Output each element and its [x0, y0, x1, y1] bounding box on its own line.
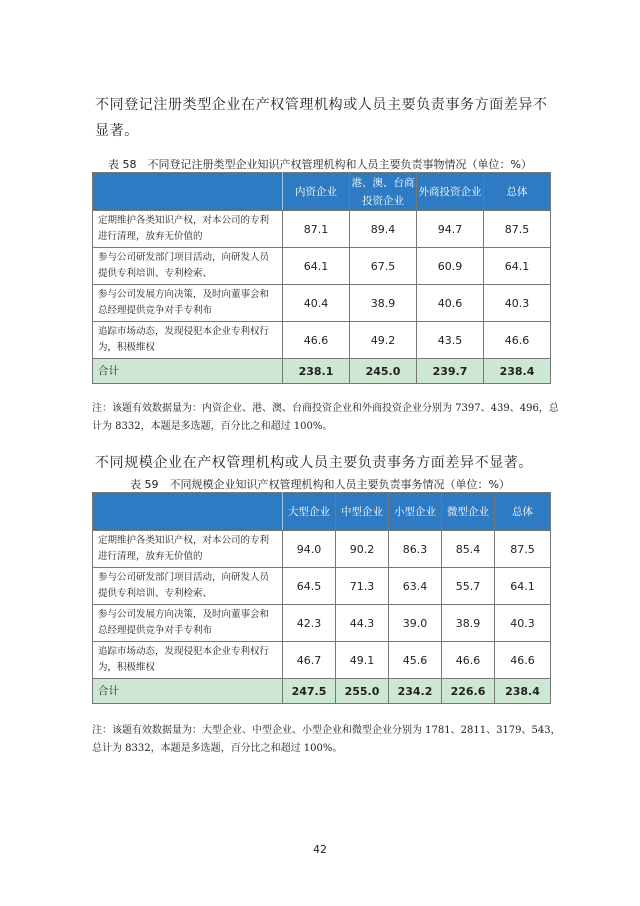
cell-value: 87.1 [283, 211, 350, 248]
col-header: 港、澳、台商投资企业 [350, 173, 417, 211]
header-blank [93, 173, 283, 211]
cell-value: 40.3 [484, 285, 551, 322]
cell-value: 38.9 [442, 605, 495, 642]
row-label: 参与公司研发部门项目活动，向研发人员提供专利培训、专利检索、 [93, 248, 283, 285]
table-58-caption: 表 58 不同登记注册类型企业知识产权管理机构和人员主要负责事物情况（单位：%） [108, 158, 532, 171]
cell-value: 49.1 [336, 642, 389, 679]
cell-value: 64.5 [283, 568, 336, 605]
cell-value: 46.6 [283, 322, 350, 359]
cell-value: 42.3 [283, 605, 336, 642]
cell-value: 64.1 [495, 568, 551, 605]
cell-value: 64.1 [484, 248, 551, 285]
table-58 [92, 172, 551, 384]
total-value: 247.5 [283, 679, 336, 704]
col-header: 外商投资企业 [417, 173, 484, 211]
cell-value: 71.3 [336, 568, 389, 605]
cell-value: 46.6 [495, 642, 551, 679]
cell-value: 46.6 [442, 642, 495, 679]
cell-value: 64.1 [283, 248, 350, 285]
cell-value: 44.3 [336, 605, 389, 642]
total-value: 238.4 [484, 359, 551, 384]
row-label: 定期维护各类知识产权，对本公司的专利进行清理，放弃无价值的 [93, 531, 283, 568]
table-row [93, 568, 551, 605]
col-header: 小型企业 [389, 493, 442, 531]
cell-value: 38.9 [350, 285, 417, 322]
cell-value: 40.6 [417, 285, 484, 322]
table-row [93, 211, 551, 248]
row-label: 参与公司研发部门项目活动，向研发人员提供专利培训、专利检索、 [93, 568, 283, 605]
cell-value: 86.3 [389, 531, 442, 568]
cell-value: 90.2 [336, 531, 389, 568]
row-label: 参与公司发展方向决策，及时向董事会和总经理提供竞争对手专利布 [93, 285, 283, 322]
cell-value: 94.0 [283, 531, 336, 568]
cell-value: 45.6 [389, 642, 442, 679]
table-row [93, 285, 551, 322]
col-header: 中型企业 [336, 493, 389, 531]
row-label: 追踪市场动态，发现侵犯本企业专利权行为，积极维权 [93, 322, 283, 359]
header-blank [93, 493, 283, 531]
cell-value: 87.5 [495, 531, 551, 568]
total-value: 234.2 [389, 679, 442, 704]
total-value: 226.6 [442, 679, 495, 704]
total-label: 合计 [93, 359, 283, 384]
table-row [93, 322, 551, 359]
cell-value: 63.4 [389, 568, 442, 605]
col-header: 微型企业 [442, 493, 495, 531]
cell-value: 87.5 [484, 211, 551, 248]
paragraph-2: 不同规模企业在产权管理机构或人员主要负责事务方面差异不显著。 [95, 455, 533, 471]
cell-value: 39.0 [389, 605, 442, 642]
row-label: 定期维护各类知识产权，对本公司的专利进行清理，放弃无价值的 [93, 211, 283, 248]
col-header: 大型企业 [283, 493, 336, 531]
total-row [93, 359, 551, 384]
col-header: 总体 [495, 493, 551, 531]
total-value: 245.0 [350, 359, 417, 384]
cell-value: 40.3 [495, 605, 551, 642]
cell-value: 67.5 [350, 248, 417, 285]
col-header: 内资企业 [283, 173, 350, 211]
cell-value: 40.4 [283, 285, 350, 322]
total-value: 239.7 [417, 359, 484, 384]
table-59 [92, 492, 551, 704]
table-59-caption: 表 59 不同规模企业知识产权管理机构和人员主要负责事务情况（单位：%） [130, 478, 510, 491]
row-label: 参与公司发展方向决策，及时向董事会和总经理提供竞争对手专利布 [93, 605, 283, 642]
cell-value: 49.2 [350, 322, 417, 359]
table-59-note: 注：该题有效数据量为：大型企业、中型企业、小型企业和微型企业分别为 1781、2811、3179、543，总计为 8332，本题是多选题，百分比之和超过 100%。 [92, 725, 561, 754]
total-value: 255.0 [336, 679, 389, 704]
cell-value: 89.4 [350, 211, 417, 248]
total-value: 238.1 [283, 359, 350, 384]
total-row [93, 679, 551, 704]
table-row [93, 605, 551, 642]
cell-value: 60.9 [417, 248, 484, 285]
table-row [93, 248, 551, 285]
total-label: 合计 [93, 679, 283, 704]
row-label: 追踪市场动态，发现侵犯本企业专利权行为，积极维权 [93, 642, 283, 679]
cell-value: 43.5 [417, 322, 484, 359]
cell-value: 55.7 [442, 568, 495, 605]
table-58-note: 注：该题有效数据量为：内资企业、港、澳、台商投资企业和外商投资企业分别为 7397、439、496，总计为 8332，本题是多选题，百分比之和超过 100%。 [92, 403, 559, 432]
cell-value: 46.6 [484, 322, 551, 359]
table-row [93, 531, 551, 568]
page-number: 42 [313, 843, 327, 856]
cell-value: 46.7 [283, 642, 336, 679]
cell-value: 85.4 [442, 531, 495, 568]
table-row [93, 642, 551, 679]
col-header: 总体 [484, 173, 551, 211]
total-value: 238.4 [495, 679, 551, 704]
cell-value: 94.7 [417, 211, 484, 248]
paragraph-1: 不同登记注册类型企业在产权管理机构或人员主要负责事务方面差异不显著。 [95, 97, 548, 139]
